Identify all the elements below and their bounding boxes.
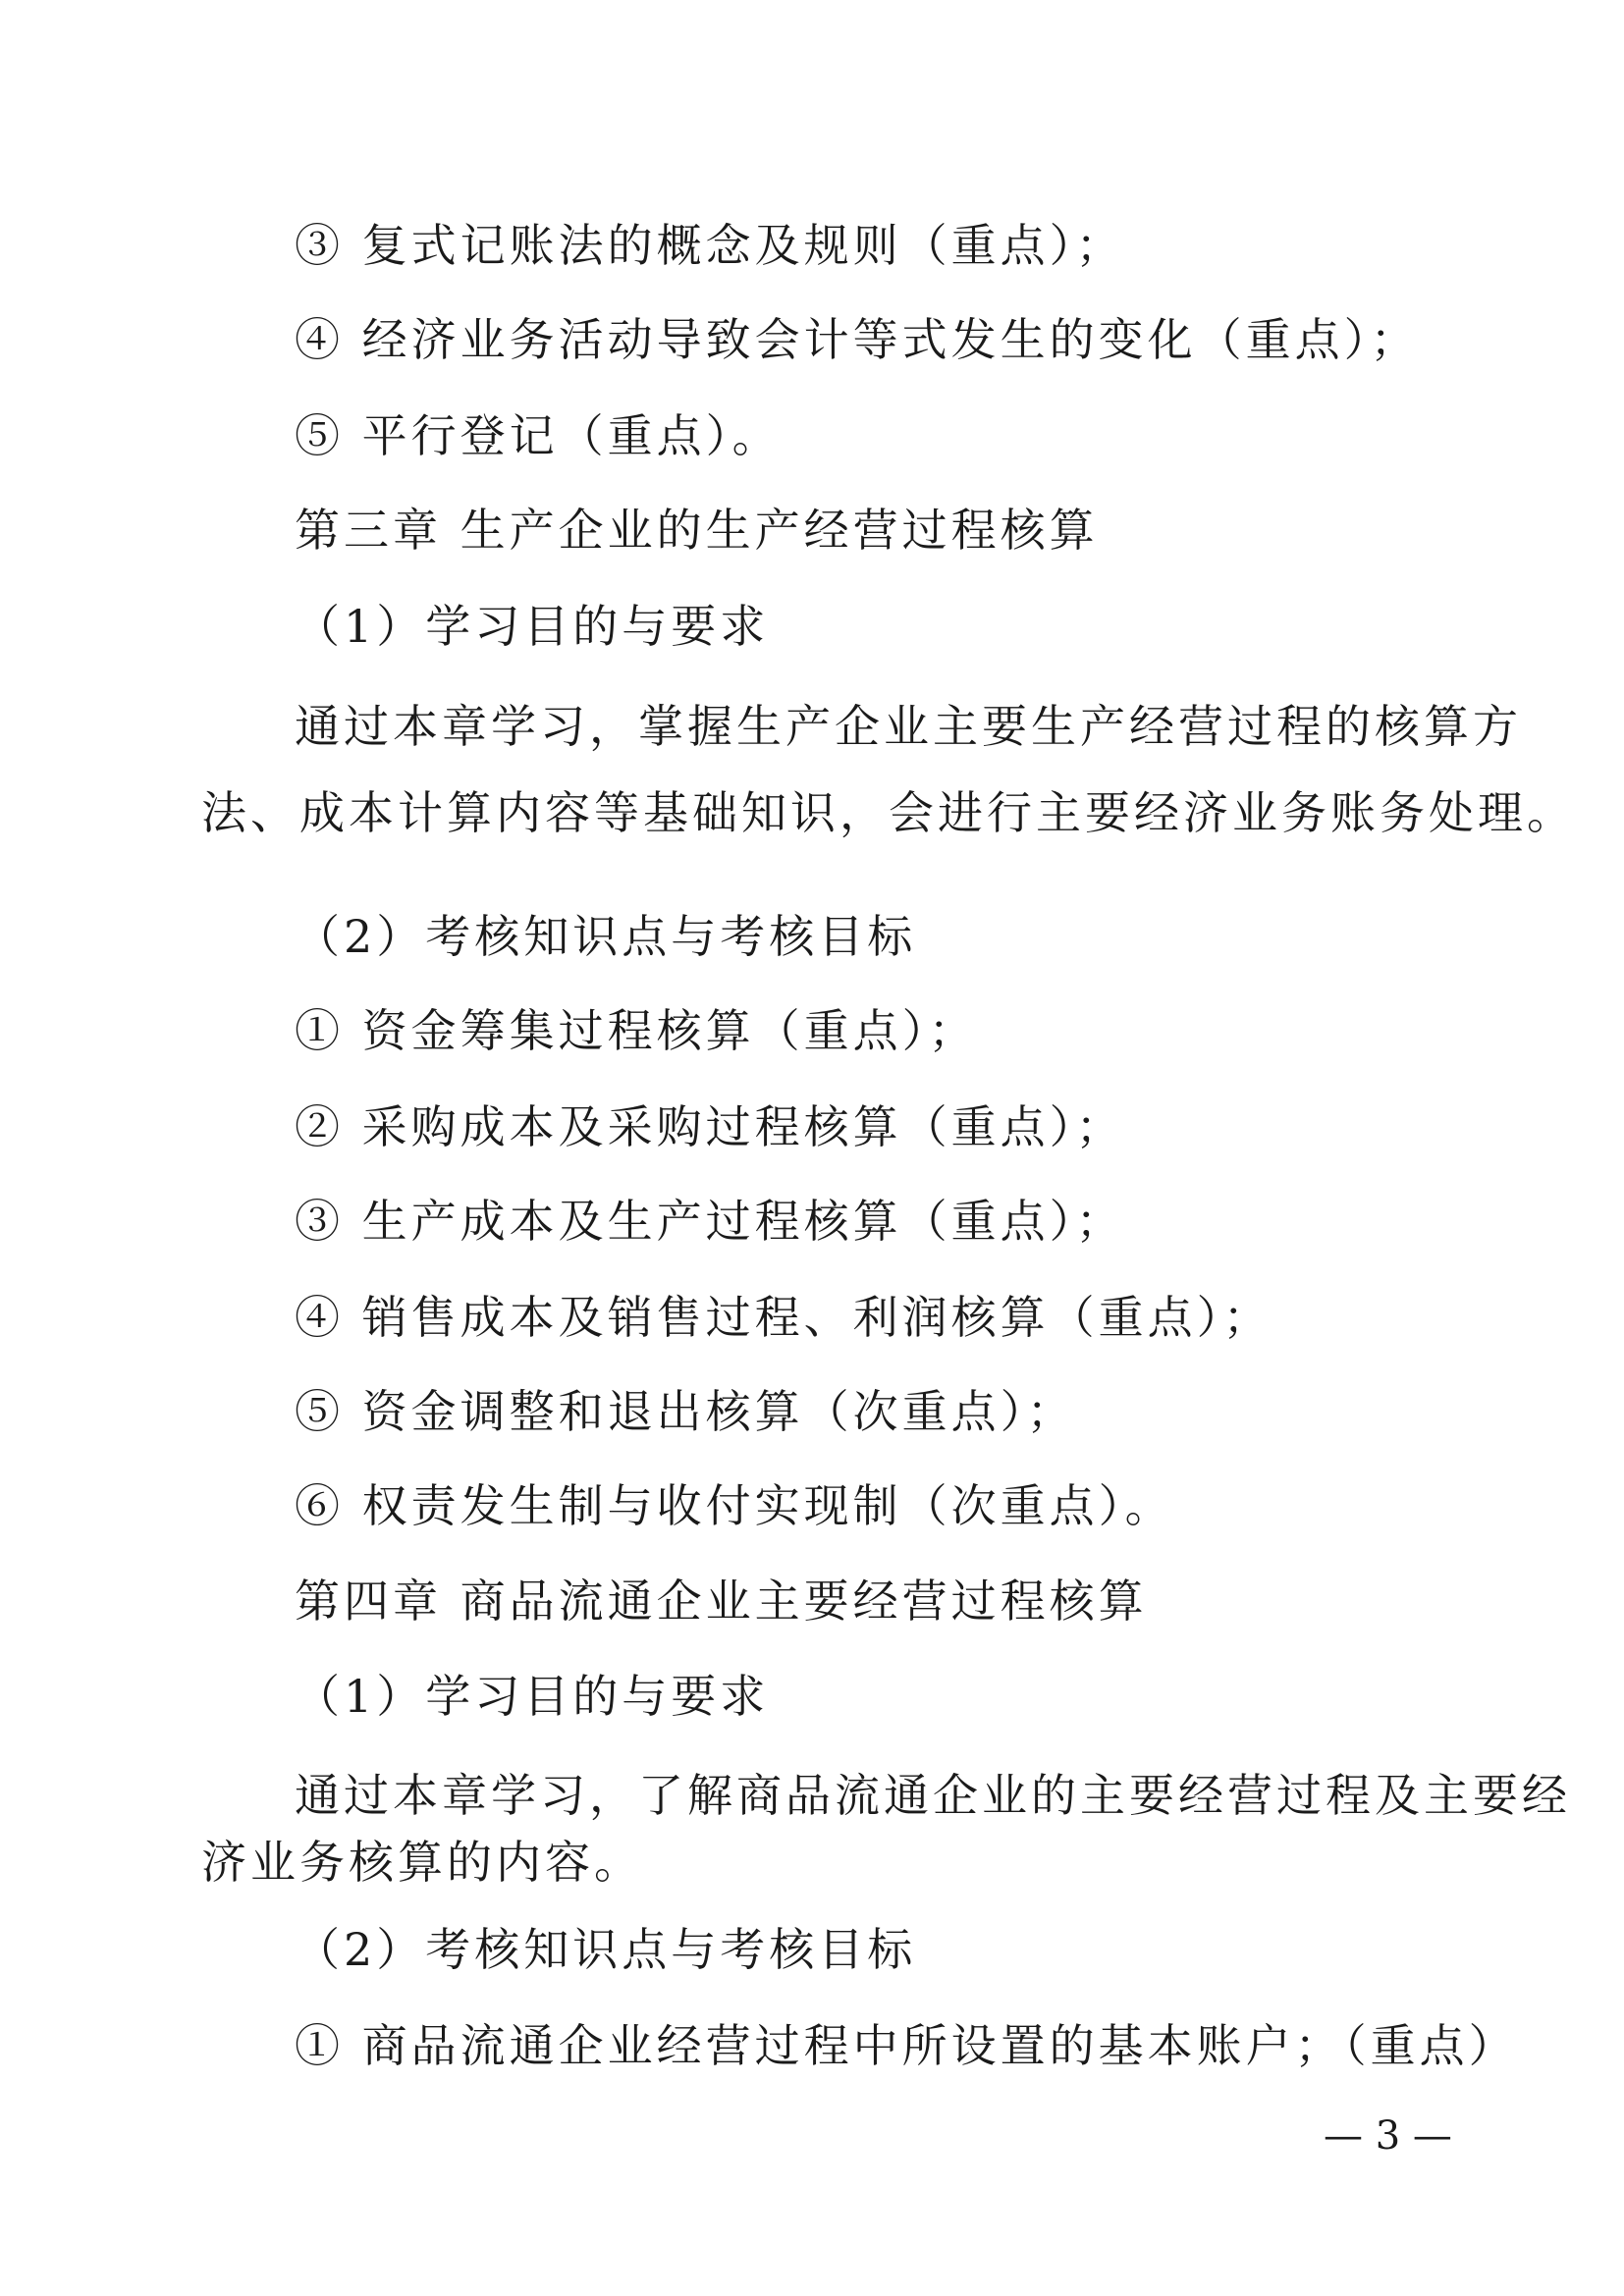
paragraph-line: 通过本章学习，了解商品流通企业的主要经营过程及主要经 [295,1769,1571,1822]
section-heading: （2）考核知识点与考核目标 [295,910,917,963]
page-number: — 3 — [1324,2113,1452,2159]
list-item: ① 资金筹集过程核算（重点）； [295,1004,978,1057]
list-item: ① 商品流通企业经营过程中所设置的基本账户；（重点） [295,2019,1518,2072]
list-item: ⑤ 资金调整和退出核算（次重点）； [295,1385,1076,1438]
section-heading: （2）考核知识点与考核目标 [295,1923,917,1976]
list-item: ⑥ 权责发生制与收付实现制（次重点）。 [295,1479,1174,1532]
list-item: ④ 销售成本及销售过程、利润核算（重点）； [295,1291,1272,1344]
list-item: ⑤ 平行登记（重点）。 [295,409,782,462]
list-item: ③ 生产成本及生产过程核算（重点）； [295,1195,1125,1248]
list-item: ② 采购成本及采购过程核算（重点）； [295,1100,1125,1153]
paragraph-line: 通过本章学习，掌握生产企业主要生产经营过程的核算方 [295,700,1522,753]
section-heading: （1）学习目的与要求 [295,600,770,653]
paragraph-line: 济业务核算的内容。 [201,1836,643,1889]
chapter-heading: 第四章 商品流通企业主要经营过程核算 [295,1575,1148,1628]
list-item: ③ 复式记账法的概念及规则（重点）； [295,219,1125,272]
list-item: ④ 经济业务活动导致会计等式发生的变化（重点）； [295,313,1420,366]
section-heading: （1）学习目的与要求 [295,1670,770,1723]
chapter-heading: 第三章 生产企业的生产经营过程核算 [295,504,1099,557]
paragraph-line: 法、成本计算内容等基础知识，会进行主要经济业务账务处理。 [201,786,1576,839]
